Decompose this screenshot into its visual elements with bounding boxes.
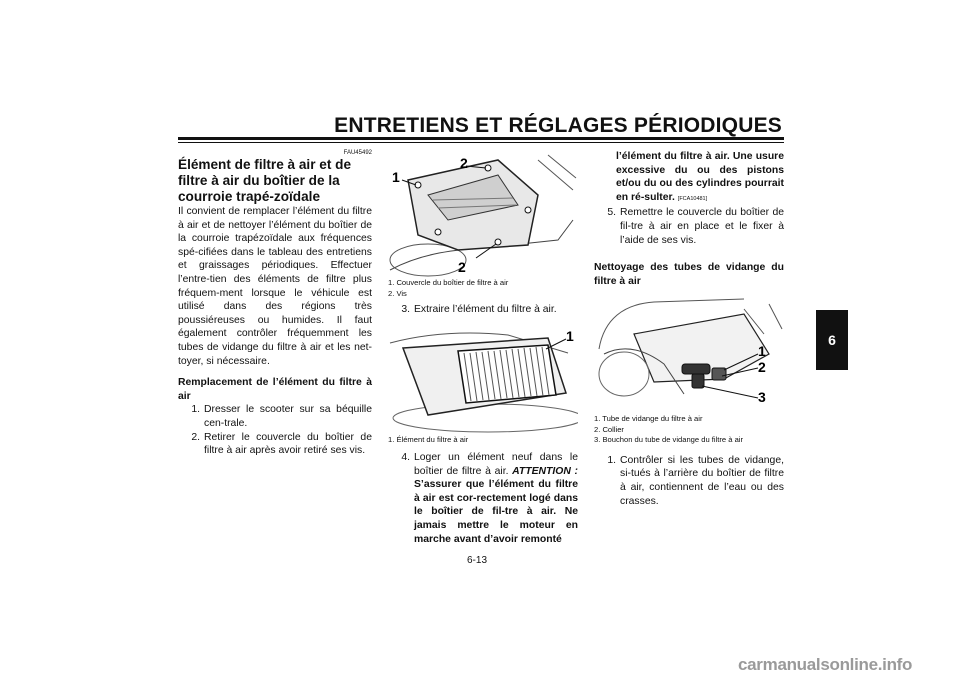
chapter-tab[interactable]: 6	[816, 310, 848, 370]
step-number: 2.	[191, 431, 200, 443]
callout-label: 1	[758, 343, 766, 360]
step-text: Retirer le couvercle du boîtier de filtre à air après avoir retiré ses vis.	[204, 431, 372, 457]
figure-caption: 1. Élément du filtre à air	[388, 434, 469, 444]
figure-caption: 1. Tube de vidange du filtre à air	[594, 414, 703, 424]
subheading-replacement: Remplacement de l’élément du filtre à air	[178, 377, 372, 402]
attention-continued-text: l’élément du filtre à air. Une usure excessive du ou des pistons et/ou du ou des cylindres pourrait en ré-sulter.	[616, 151, 784, 203]
step-number: 3.	[401, 304, 410, 315]
figure-drain-tubes	[594, 294, 784, 414]
attention-label: ATTENTION :	[512, 465, 579, 477]
header-rule	[178, 137, 784, 140]
drain-tubes-illustration	[594, 294, 784, 414]
step-text: Dresser le scooter sur sa béquille cen-trale.	[204, 404, 372, 429]
step-item	[594, 454, 784, 508]
callout-label: 1	[392, 169, 400, 185]
air-filter-cover-illustration	[388, 150, 578, 278]
figure-caption: 3. Bouchon du tube de vidange du filtre à air	[594, 435, 744, 445]
figure-caption: 2. Vis	[388, 288, 407, 298]
step-text: Remettre le couvercle du boîtier de fil-tre à air en place et le fixer à l’aide de ses vis.	[620, 207, 784, 246]
figure-air-filter-cover	[388, 150, 578, 278]
step-item	[178, 431, 372, 458]
section-code: FAU45492	[343, 150, 372, 156]
page-number: 6-13	[467, 555, 488, 566]
figure-caption: 1. Couvercle du boîtier de filtre à air	[388, 278, 509, 287]
watermark: carmanualsonline.info	[738, 655, 913, 674]
step-item	[594, 206, 784, 247]
step-number: 5.	[607, 207, 616, 219]
section-heading: Élément de filtre à air et de filtre à air du boîtier de la courroie trapé-zoïdale	[178, 157, 352, 204]
figure-caption: 2. Collier	[594, 424, 624, 434]
step-number: 4.	[401, 452, 410, 464]
header-rule-thin	[178, 142, 784, 143]
step-text-main: Loger un élément neuf dans le boîtier de filtre à air.	[414, 452, 578, 477]
page-header-title: ENTRETIENS ET RÉGLAGES PÉRIODIQUES	[334, 114, 782, 137]
attention-continued	[594, 150, 784, 206]
step-text: Extraire l’élément du filtre à air.	[414, 304, 557, 315]
column-3	[594, 150, 784, 508]
callout-label: 3	[758, 389, 766, 406]
step-item	[178, 403, 372, 430]
callout-label: 1	[566, 327, 574, 344]
callout-label: 2	[458, 259, 466, 275]
step-number: 1.	[607, 454, 616, 466]
callout-label: 2	[460, 155, 468, 171]
step-text	[414, 451, 578, 546]
step-number: 1.	[191, 404, 200, 416]
step-item	[388, 303, 578, 317]
attention-code: [FCA10481]	[677, 195, 708, 202]
subheading-drain-tubes: Nettoyage des tubes de vidange du filtre à air	[594, 262, 784, 287]
callout-label: 2	[758, 359, 766, 376]
column-2	[388, 150, 578, 546]
air-filter-element-illustration	[388, 323, 578, 435]
intro-paragraph: Il convient de remplacer l’élément du filtre à air et de nettoyer l’élément du boîtier de la courroie trapézoïdale aux fréquences spé-cifiées dans le tableau des entretiens et graissages périodiques. Effectuer l’entre-tien des éléments de filtre plus fréquem-ment lorsque le véhicule est utilisé dans des régions très poussiéreuses ou humides. Il faut également contrôler fréquemment les tubes de vidange du filtre à air et les net-toyer, si nécessaire.	[178, 206, 372, 367]
column-1	[178, 150, 372, 458]
figure-air-filter-element	[388, 323, 578, 435]
step-item	[388, 451, 578, 546]
attention-text: S’assurer que l’élément du filtre à air est cor-rectement logé dans le boîtier de fil-tre à air. Ne jamais mettre le moteur en marche avant d’avoir remonté	[414, 479, 578, 545]
step-text: Contrôler si les tubes de vidange, si-tués à l’arrière du boîtier de filtre à air, contiennent de l’eau ou des crasses.	[620, 454, 784, 507]
